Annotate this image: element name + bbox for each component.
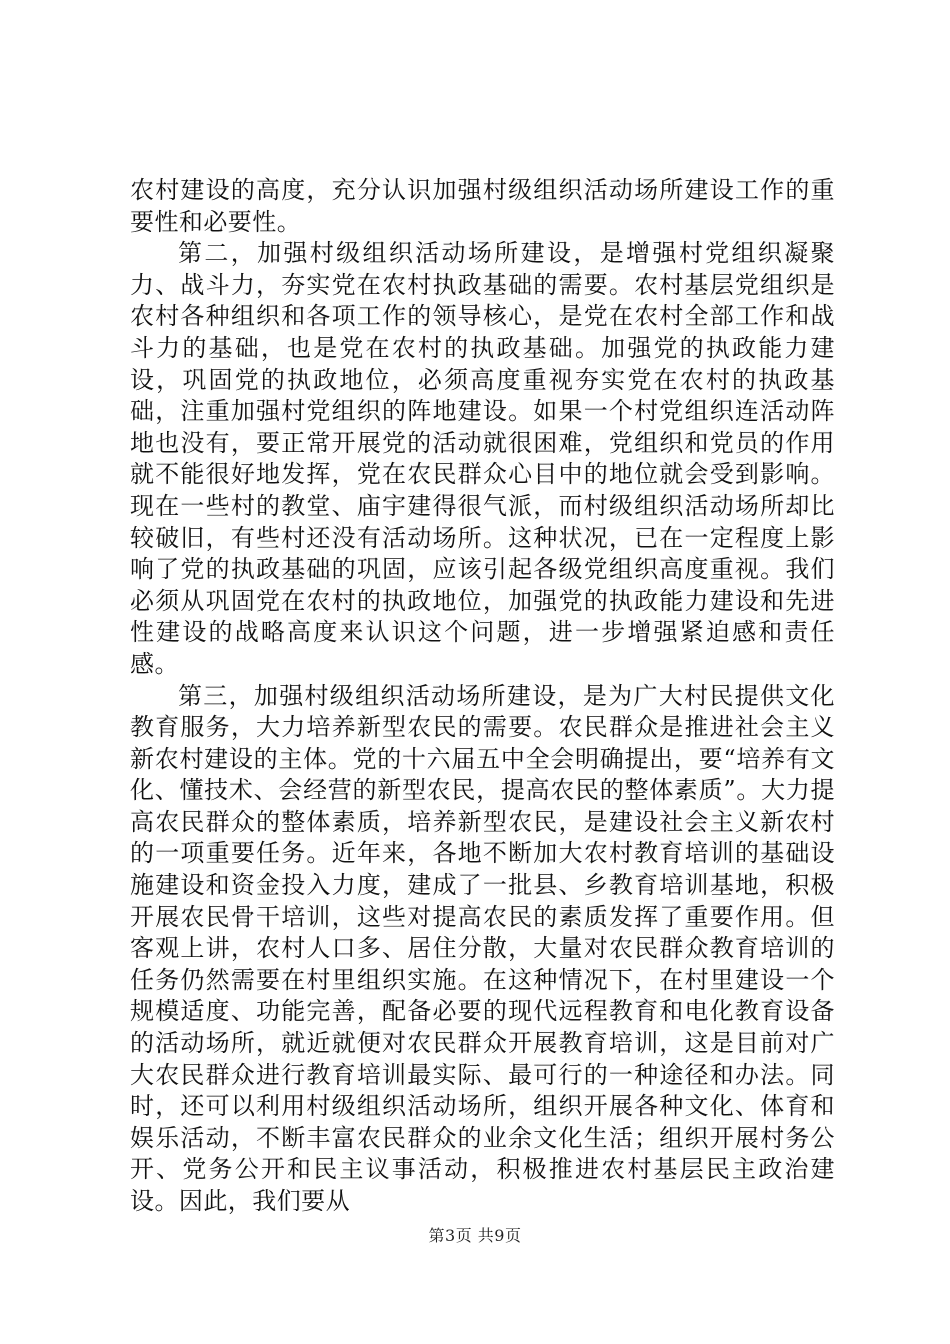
paragraph-second-point: 第二，加强村级组织活动场所建设，是增强村党组织凝聚力、战斗力，夯实党在农村执政基础的需要。农村基层党组织是农村各种组织和各项工作的领导核心，是党在农村全部工作和战斗力的基础，也是党在农村的执政基础。加强党的执政能力建设，巩固党的执政地位，必须高度重视夯实党在农村的执政基础，注重加强村党组织的阵地建设。如果一个村党组织连活动阵地也没有，要正常开展党的活动就很困难，党组织和党员的作用就不能很好地发挥，党在农民群众心目中的地位就会受到影响。现在一些村的教堂、庙宇建得很气派，而村级组织活动场所却比较破旧，有些村还没有活动场所。这种状况，已在一定程度上影响了党的执政基础的巩固，应该引起各级党组织高度重视。我们必须从巩固党在农村的执政地位，加强党的执政能力建设和先进性建设的战略高度来认识这个问题，进一步增强紧迫感和责任感。 [130, 239, 835, 678]
page-number-footer: 第3页 共9页 [428, 1226, 522, 1245]
paragraph-continuation: 农村建设的高度，充分认识加强村级组织活动场所建设工作的重要性和必要性。 [130, 176, 835, 236]
paragraph-third-point: 第三，加强村级组织活动场所建设，是为广大村民提供文化教育服务，大力培养新型农民的需要。农民群众是推进社会主义新农村建设的主体。党的十六届五中全会明确提出，要“培养有文化、懂技术、会经营的新型农民，提高农民的整体素质”。大力提高农民群众的整体素质，培养新型农民，是建设社会主义新农村的一项重要任务。近年来，各地不断加大农村教育培训的基础设施建设和资金投入力度，建成了一批县、乡教育培训基地，积极开展农民骨干培训，这些对提高农民的素质发挥了重要作用。但客观上讲，农村人口多、居住分散，大量对农民群众教育培训的任务仍然需要在村里组织实施。在这种情况下，在村里建设一个规模适度、功能完善，配备必要的现代远程教育和电化教育设备的活动场所，就近就便对农民群众开展教育培训，这是目前对广大农民群众进行教育培训最实际、最可行的一种途径和办法。同时，还可以利用村级组织活动场所，组织开展各种文化、体育和娱乐活动，不断丰富农民群众的业余文化生活；组织开展村务公开、党务公开和民主议事活动，积极推进农村基层民主政治建设。因此，我们要从 [130, 681, 835, 1215]
document-body [130, 175, 835, 1218]
